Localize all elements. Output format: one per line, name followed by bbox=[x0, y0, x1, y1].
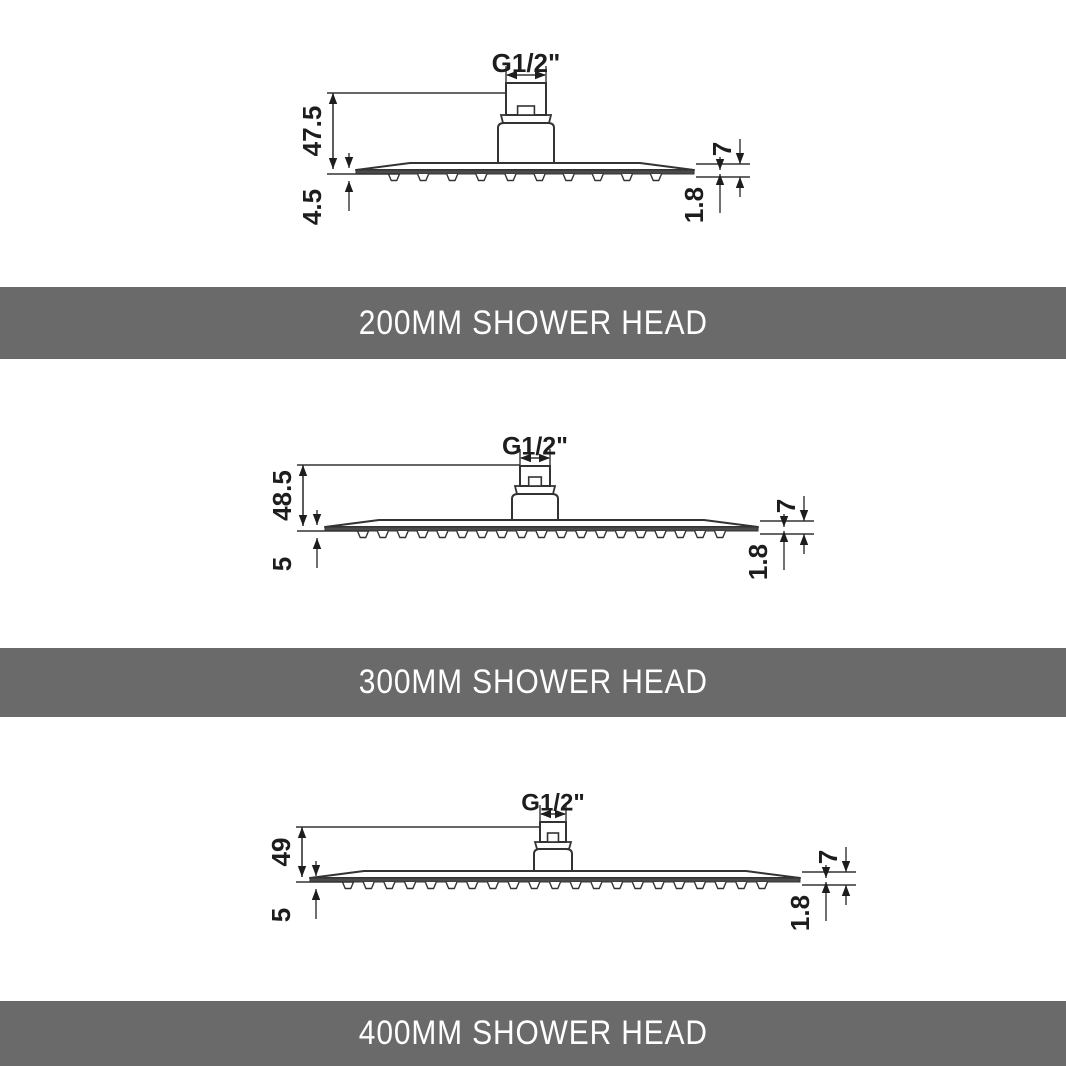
dimension-arrowhead bbox=[345, 157, 353, 168]
nozzle bbox=[425, 882, 436, 889]
nozzle bbox=[397, 531, 408, 538]
dimension-arrowhead bbox=[842, 885, 850, 896]
banner-label: 300MM SHOWER HEAD bbox=[358, 663, 708, 701]
thread-socket-notch bbox=[529, 477, 542, 486]
plate-bottom-band bbox=[310, 878, 800, 882]
nozzle bbox=[437, 531, 448, 538]
nozzle bbox=[405, 882, 416, 889]
nozzle bbox=[757, 882, 768, 889]
nozzle bbox=[457, 531, 468, 538]
dimension-arrowhead bbox=[299, 465, 307, 476]
nozzle bbox=[536, 531, 547, 538]
dimension-arrowhead bbox=[299, 515, 307, 526]
section-banner-400mm bbox=[0, 1001, 1066, 1066]
thread-size-label: G1/2" bbox=[491, 47, 561, 78]
dimension-arrowhead bbox=[313, 538, 321, 549]
dim-label-overall-height: 49 bbox=[265, 837, 296, 867]
nozzle bbox=[508, 882, 519, 889]
dimension-arrowhead bbox=[736, 153, 744, 164]
nozzle bbox=[505, 174, 516, 181]
dim-label-edge-drop: 4.5 bbox=[296, 188, 327, 226]
dim-label-plate-thickness: 1.8 bbox=[742, 543, 773, 581]
nozzle bbox=[384, 882, 395, 889]
connector-body bbox=[534, 849, 572, 871]
nozzle bbox=[516, 531, 527, 538]
plate-bottom-band bbox=[325, 527, 758, 531]
connector-collar bbox=[535, 842, 571, 849]
dimension-arrowhead bbox=[800, 510, 808, 521]
plate-bottom-band bbox=[356, 170, 694, 174]
nozzle bbox=[621, 174, 632, 181]
nozzle bbox=[674, 882, 685, 889]
plate-profile bbox=[356, 163, 694, 170]
dimension-arrowhead bbox=[312, 865, 320, 876]
nozzle bbox=[477, 531, 488, 538]
thread-socket-notch bbox=[518, 106, 535, 115]
dim-label-rim-height: 7 bbox=[812, 849, 843, 865]
dimension-arrowhead bbox=[298, 827, 306, 838]
nozzle bbox=[556, 531, 567, 538]
connector-collar bbox=[501, 115, 551, 123]
nozzle bbox=[635, 531, 646, 538]
nozzle bbox=[417, 531, 428, 538]
nozzle bbox=[596, 531, 607, 538]
nozzle bbox=[550, 882, 561, 889]
nozzle bbox=[615, 531, 626, 538]
nozzle bbox=[418, 174, 429, 181]
plate-profile bbox=[325, 520, 758, 527]
dimension-arrowhead bbox=[736, 177, 744, 188]
thread-size-label: G1/2" bbox=[521, 789, 585, 817]
banner-label: 400MM SHOWER HEAD bbox=[358, 1014, 708, 1052]
dim-label-plate-thickness: 1.8 bbox=[678, 186, 709, 224]
dimension-arrowhead bbox=[822, 882, 830, 893]
nozzle bbox=[715, 882, 726, 889]
nozzle bbox=[467, 882, 478, 889]
nozzle bbox=[655, 531, 666, 538]
shower-head-drawing bbox=[297, 48, 750, 225]
connector-collar bbox=[515, 486, 555, 494]
plate-profile bbox=[310, 871, 800, 878]
dim-label-rim-height: 7 bbox=[770, 498, 801, 514]
dimension-arrowhead bbox=[842, 861, 850, 872]
nozzle bbox=[736, 882, 747, 889]
nozzle bbox=[592, 174, 603, 181]
nozzle bbox=[563, 174, 574, 181]
dimension-arrowhead bbox=[716, 174, 724, 185]
banner-label: 200MM SHOWER HEAD bbox=[358, 303, 708, 342]
nozzle bbox=[358, 531, 369, 538]
section-banner-200mm bbox=[0, 287, 1066, 359]
dimension-arrowhead bbox=[345, 181, 353, 192]
thread-size-label: G1/2" bbox=[501, 432, 569, 461]
nozzle bbox=[612, 882, 623, 889]
dim-label-overall-height: 48.5 bbox=[266, 470, 297, 521]
dimension-arrowhead bbox=[313, 514, 321, 525]
connector-body bbox=[498, 123, 554, 163]
nozzle bbox=[651, 174, 662, 181]
dimension-arrowhead bbox=[298, 866, 306, 877]
dim-label-rim-height: 7 bbox=[706, 141, 737, 157]
nozzle bbox=[343, 882, 354, 889]
section-banner-300mm bbox=[0, 648, 1066, 717]
nozzle bbox=[447, 174, 458, 181]
nozzle bbox=[529, 882, 540, 889]
dim-label-plate-thickness: 1.8 bbox=[784, 894, 815, 932]
dimension-arrowhead bbox=[312, 889, 320, 900]
nozzle bbox=[534, 174, 545, 181]
nozzle bbox=[389, 174, 400, 181]
nozzle bbox=[694, 882, 705, 889]
nozzle bbox=[653, 882, 664, 889]
thread-socket-notch bbox=[548, 833, 559, 842]
nozzle bbox=[591, 882, 602, 889]
nozzle bbox=[446, 882, 457, 889]
dimension-arrowhead bbox=[329, 93, 337, 104]
dim-label-edge-drop: 5 bbox=[266, 556, 297, 572]
dimension-arrowhead bbox=[800, 534, 808, 545]
nozzle bbox=[675, 531, 686, 538]
nozzle bbox=[487, 882, 498, 889]
nozzle bbox=[570, 882, 581, 889]
dimension-arrowhead bbox=[780, 531, 788, 542]
dim-label-edge-drop: 5 bbox=[265, 907, 296, 923]
nozzle bbox=[632, 882, 643, 889]
nozzle bbox=[695, 531, 706, 538]
connector-body bbox=[512, 494, 558, 520]
dim-label-overall-height: 47.5 bbox=[296, 105, 327, 157]
nozzle bbox=[377, 531, 388, 538]
dimension-arrowhead bbox=[329, 158, 337, 169]
nozzle bbox=[476, 174, 487, 181]
nozzle bbox=[576, 531, 587, 538]
nozzle bbox=[363, 882, 374, 889]
shower-head-drawing bbox=[266, 789, 856, 931]
shower-head-drawing bbox=[267, 433, 814, 580]
nozzle bbox=[715, 531, 726, 538]
nozzle bbox=[496, 531, 507, 538]
